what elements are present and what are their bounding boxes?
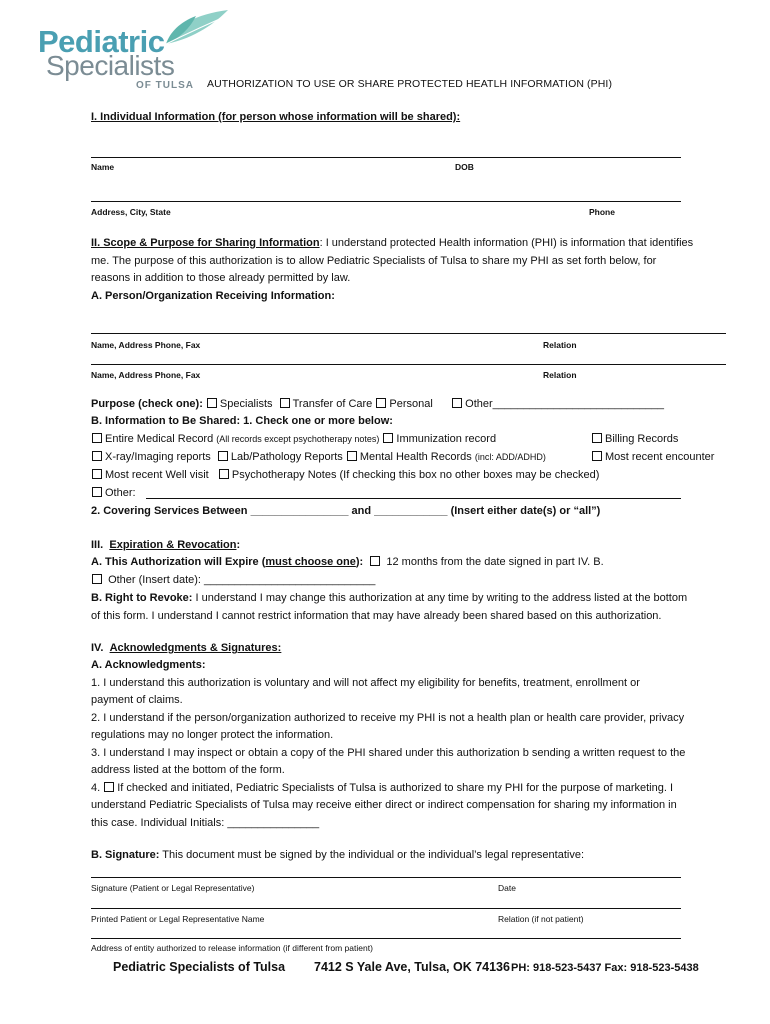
info-other-line[interactable]: [146, 498, 681, 499]
info-other-checkbox[interactable]: [92, 487, 102, 497]
phone-label: Phone: [589, 207, 615, 217]
expire-row: A. This Authorization will Expire (must choose one): 12 months from the date signed in part IV. B.: [91, 556, 604, 568]
document-title: AUTHORIZATION TO USE OR SHARE PROTECTED HEATLH INFORMATION (PHI): [207, 78, 613, 90]
printed-name-label: Printed Patient or Legal Representative Name: [91, 914, 265, 924]
section-3-heading: III. Expiration & Revocation:: [91, 539, 241, 551]
purpose-other-checkbox[interactable]: [452, 398, 462, 408]
well-visit-checkbox[interactable]: [92, 469, 102, 479]
expire-other-checkbox[interactable]: [92, 574, 102, 584]
relation-label: Relation (if not patient): [498, 914, 584, 924]
recipient-1-label: Name, Address Phone, Fax: [91, 340, 201, 350]
expire-12-months-checkbox[interactable]: [370, 556, 380, 566]
acknowledgments: A. Acknowledgments: 1. I understand this authorization is voluntary and will not affect my eligibility for benefits, treatment, enrollment or payment of claims. 2. I understand if the person/organization authorized to receive my PHI is not a health plan or health care provider, privacy regulations may no longer protect the information. 3. I understand I may inspect or obtain a copy of the PHI shared under this authorization b sending a written request to the address listed at the bottom of the form. 4. If checked and initiated, Pediatric Specialists of Tulsa is authorized to share my PHI for the purpose of marketing. I understand Pediatric Specialists of Tulsa may receive either direct or indirect compensation for sharing my information in this case. Individual Initials: _______________: [91, 659, 686, 829]
info-other-row: Other:: [91, 485, 136, 503]
recipient-1-line[interactable]: [91, 333, 726, 334]
psychotherapy-checkbox[interactable]: [219, 469, 229, 479]
expire-other-row: Other (Insert date): ____________________________: [91, 572, 375, 590]
section-1-heading: I. Individual Information (for person whose information will be shared):: [91, 111, 461, 123]
recent-encounter-option: Most recent encounter: [591, 449, 714, 467]
logo-word-pediatric: Pediatric: [38, 24, 165, 59]
date-label: Date: [498, 883, 516, 893]
marketing-checkbox[interactable]: [104, 782, 114, 792]
purpose-label: Purpose (check one):: [91, 398, 203, 410]
lab-checkbox[interactable]: [218, 451, 228, 461]
immunization-checkbox[interactable]: [383, 433, 393, 443]
purpose-personal-checkbox[interactable]: [376, 398, 386, 408]
section-2a-heading: A. Person/Organization Receiving Information:: [91, 289, 335, 302]
recent-encounter-checkbox[interactable]: [592, 451, 602, 461]
footer-address: 7412 S Yale Ave, Tulsa, OK 74136: [314, 960, 510, 974]
entity-address-label: Address of entity authorized to release information (if different from patient): [91, 943, 373, 953]
info-row-2: X-ray/Imaging reports Lab/Pathology Reports Mental Health Records (incl: ADD/ADHD): [91, 449, 546, 467]
recipient-1-relation-label: Relation: [543, 340, 577, 350]
recipient-2-line[interactable]: [91, 364, 726, 365]
xray-checkbox[interactable]: [92, 451, 102, 461]
covering-services: 2. Covering Services Between ________________ and ____________ (Insert either date(s) or “all”): [91, 505, 601, 517]
logo-word-specialists: Specialists: [46, 50, 175, 81]
address-label: Address, City, State: [91, 207, 171, 217]
purpose-transfer-checkbox[interactable]: [280, 398, 290, 408]
name-dob-line[interactable]: [91, 157, 681, 158]
leaf-logo-icon: [156, 8, 238, 48]
signature-intro: B. Signature: This document must be signed by the individual or the individual’s legal representative:: [91, 849, 585, 861]
printed-name-line[interactable]: [91, 908, 681, 909]
section-2-paragraph: II. Scope & Purpose for Sharing Information: I understand protected Health information (PHI) is information that identifies me. The purpose of this authorization is to allow Pediatric Specialists of Tulsa to share my PHI as set forth below, for reasons in addition to those already permitted by law. A. Person/Organization Receiving Information:: [91, 235, 741, 305]
info-row-1: Entire Medical Record (All records except psychotherapy notes) Immunization record: [91, 431, 496, 449]
signature-line[interactable]: [91, 877, 681, 878]
logo-word-of-tulsa: OF TULSA: [136, 80, 194, 91]
dob-label: DOB: [455, 162, 474, 172]
purpose-row: Purpose (check one): Specialists Transfer of Care Personal Other____________________________: [91, 398, 664, 410]
purpose-specialists-checkbox[interactable]: [207, 398, 217, 408]
footer-org: Pediatric Specialists of Tulsa: [113, 960, 286, 974]
signature-label: Signature (Patient or Legal Representative): [91, 883, 255, 893]
section-4-heading: IV. Acknowledgments & Signatures:: [91, 642, 282, 654]
recipient-2-label: Name, Address Phone, Fax: [91, 370, 201, 380]
purpose-other-blank[interactable]: ____________________________: [492, 398, 664, 410]
entire-record-checkbox[interactable]: [92, 433, 102, 443]
billing-records-option: Billing Records: [591, 431, 678, 449]
section-2-heading: II. Scope & Purpose for Sharing Information: [91, 237, 320, 249]
logo: [38, 10, 208, 92]
recipient-2-relation-label: Relation: [543, 370, 577, 380]
entity-address-line[interactable]: [91, 938, 681, 939]
name-label: Name: [91, 162, 115, 172]
address-phone-line[interactable]: [91, 201, 681, 202]
section-2b-heading: B. Information to Be Shared: 1. Check one or more below:: [91, 415, 393, 427]
mental-health-checkbox[interactable]: [347, 451, 357, 461]
footer-phone: PH: 918-523-5437 Fax: 918-523-5438: [511, 962, 699, 974]
billing-records-checkbox[interactable]: [592, 433, 602, 443]
revoke-paragraph: B. Right to Revoke: I understand I may change this authorization at any time by writing to the address listed at the bottom of this form. I understand I cannot restrict information that may have already been shared based on this authorization.: [91, 592, 688, 622]
info-row-3: Most recent Well visit Psychotherapy Notes (If checking this box no other boxes may be checked): [91, 467, 599, 485]
